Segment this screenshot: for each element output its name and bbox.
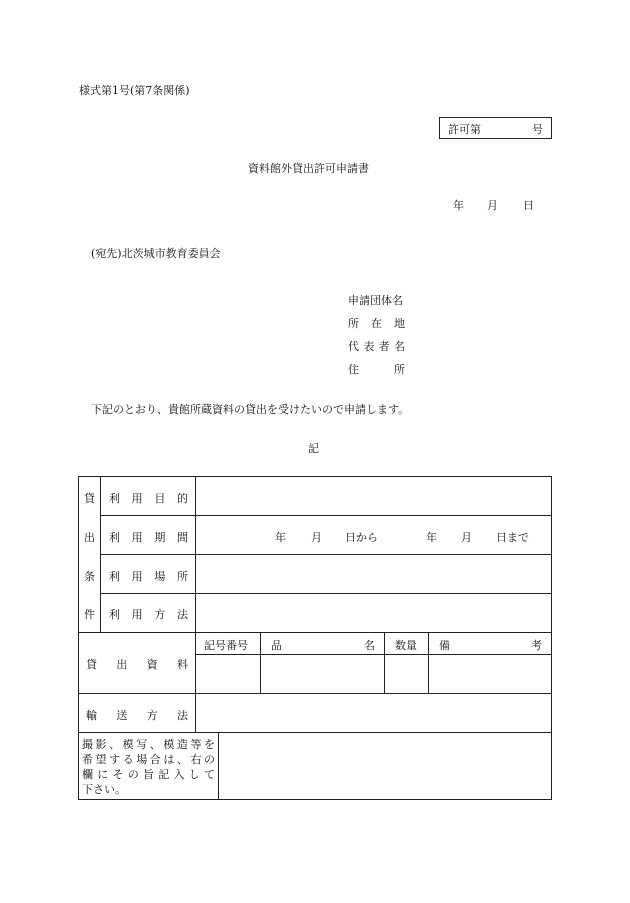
- addressee: (宛先)北茨城市教育委員会: [91, 247, 221, 260]
- applicant-address-label: 住 所: [348, 363, 405, 376]
- loan-materials-label: 貸 出 資 料: [86, 658, 188, 671]
- document-title: 資料館外貸出許可申請書: [248, 162, 369, 175]
- form-number: 様式第1号(第7条関係): [79, 84, 190, 97]
- permit-prefix: 許可第: [448, 123, 481, 136]
- row-label-period: 利 用 期 間: [109, 531, 188, 544]
- loan-conditions-char-4: 件: [84, 608, 95, 621]
- transport-method-label: 輸 送 方 法: [86, 709, 188, 722]
- period-year-1: 年: [275, 531, 286, 544]
- period-year-2: 年: [426, 531, 437, 544]
- permit-suffix: 号: [532, 123, 543, 136]
- ki-heading: 記: [308, 442, 319, 455]
- period-from: 日から: [345, 531, 378, 544]
- row-label-purpose: 利 用 目 的: [109, 492, 188, 505]
- period-month-1: 月: [311, 531, 322, 544]
- loan-conditions-char-1: 貸: [84, 492, 95, 505]
- header-item-name: 品 名: [271, 639, 375, 652]
- date-year: 年: [453, 199, 464, 212]
- period-month-2: 月: [461, 531, 472, 544]
- loan-conditions-char-2: 出: [84, 531, 95, 544]
- header-code-number: 記号番号: [204, 639, 248, 652]
- permit-number-box: [439, 117, 552, 139]
- application-statement: 下記のとおり、貴館所蔵資料の貸出を受けたいので申請します。: [91, 403, 410, 416]
- row-label-place: 利 用 場 所: [109, 570, 188, 583]
- applicant-representative-label: 代 表 者 名: [348, 340, 405, 353]
- header-remarks: 備 考: [439, 639, 542, 652]
- header-quantity: 数量: [395, 639, 417, 652]
- date-month: 月: [487, 199, 498, 212]
- reproduction-note: 撮影、模写、模造等を 希望する場合は、右の 欄にその旨記入して 下さい。: [82, 738, 215, 796]
- date-day: 日: [523, 199, 534, 212]
- applicant-location-label: 所 在 地: [348, 317, 405, 330]
- period-until: 日まで: [496, 531, 529, 544]
- loan-conditions-char-3: 条: [84, 570, 95, 583]
- applicant-org-name-label: 申請団体名: [348, 294, 403, 307]
- row-label-method: 利 用 方 法: [109, 608, 188, 621]
